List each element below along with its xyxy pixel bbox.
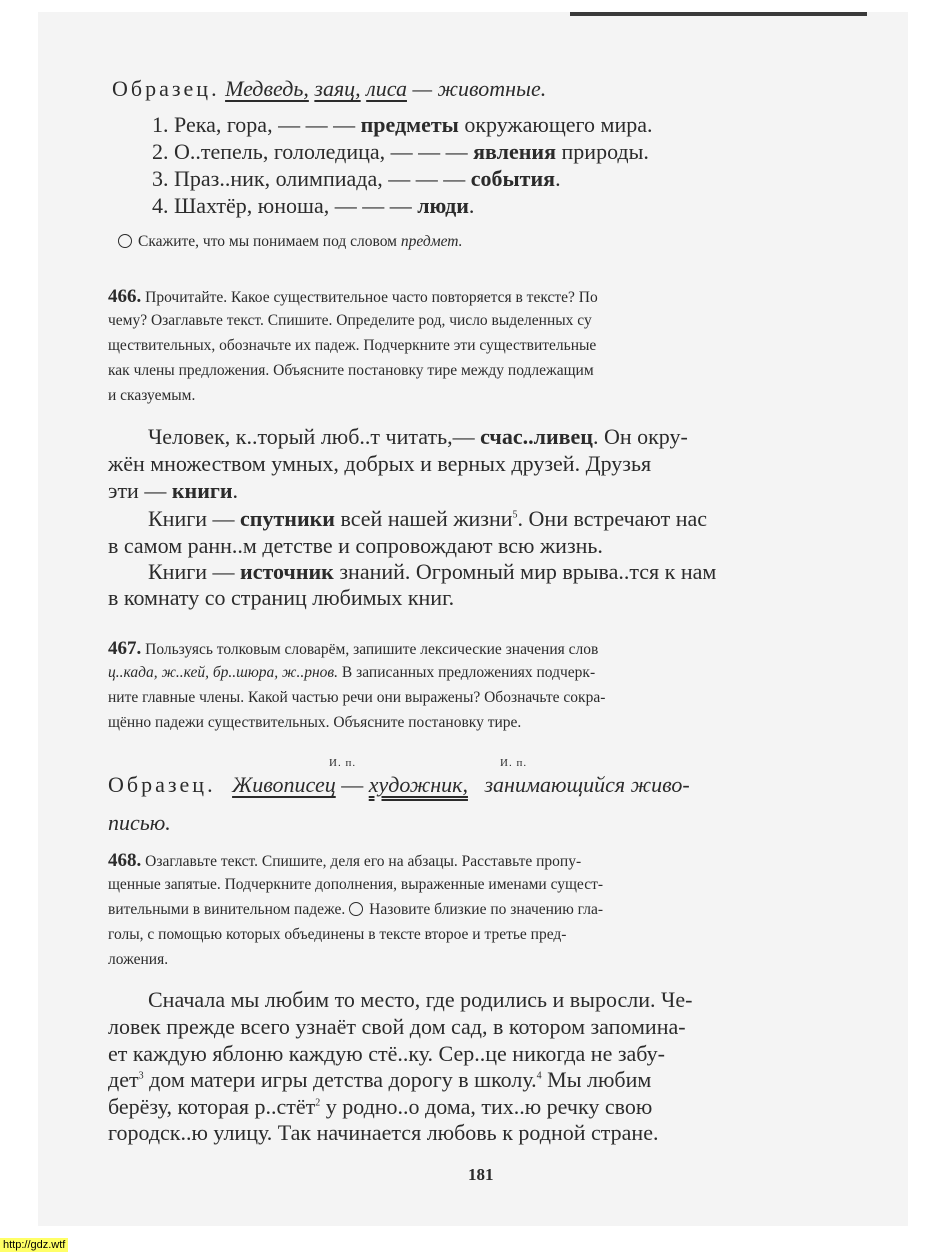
text-468-line: дет$^3$ дом матери игры детства дорогу в школу.$^4$ Мы любим xyxy=(108,1067,652,1092)
exercise-468-line: ложения. xyxy=(108,951,169,968)
oral-task-icon xyxy=(349,902,363,916)
exercise-466-line: как члены предложения. Объясните постановку тире между подлежащим xyxy=(108,362,594,379)
list-item: 2. О..тепель, гололедица, — — — явления природы. xyxy=(152,139,649,164)
watermark-link[interactable]: http://gdz.wtf xyxy=(0,1238,68,1252)
exercise-467-line: 467. Пользуясь толковым словарём, запишите лексические значения слов xyxy=(108,638,599,659)
exercise-468-line: вительными в винительном падеже. Назовите близкие по значению гла- xyxy=(108,901,604,918)
exercise-467-line: ните главные члены. Какой частью речи они выражены? Обозначьте сокра- xyxy=(108,689,606,706)
text-468-line: городск..ю улицу. Так начинается любовь к родной стране. xyxy=(108,1120,659,1145)
exercise-number: 468. xyxy=(108,850,142,871)
text-466-line: Человек, к..торый люб..т читать,— счас..ливец. Он окру- xyxy=(148,424,688,449)
example-467-continued: писью. xyxy=(108,810,171,835)
exercise-468-line: щенные запятые. Подчеркните дополнения, выраженные именами сущест- xyxy=(108,876,604,893)
exercise-466-line: и сказуемым. xyxy=(108,387,196,404)
text-466-line: Книги — источник знаний. Огромный мир врыва..тся к нам xyxy=(148,559,717,584)
case-label: И. п. xyxy=(500,757,528,769)
exercise-466-line: чему? Озаглавьте текст. Спишите. Определите род, число выделенных су xyxy=(108,312,592,329)
oral-task-icon xyxy=(118,234,132,248)
text-468-line: ет каждую яблоню каждую стё..ку. Сер..це никогда не забу- xyxy=(108,1041,665,1066)
text-468-line: берёзу, которая р..стёт$^2$ у родно..о дома, тих..ю речку свою xyxy=(108,1094,653,1119)
list-item: 4. Шахтёр, юноша, — — — люди. xyxy=(152,193,475,218)
text-468-line: Сначала мы любим то место, где родились и выросли. Че- xyxy=(148,987,693,1012)
exercise-466-line: ществительных, обозначьте их падеж. Подчеркните эти существительные xyxy=(108,337,597,354)
exercise-468-line: 468. Озаглавьте текст. Спишите, деля его на абзацы. Расставьте пропу- xyxy=(108,850,582,871)
exercise-467-line: ц..када, ж..кей, бр..шюра, ж..рнов. В записанных предложениях подчерк- xyxy=(108,664,596,681)
example-467: Образец. Живописец — художник, занимающийся живо- xyxy=(108,772,690,797)
list-item: 3. Праз..ник, олимпиада, — — — события. xyxy=(152,166,561,191)
page-number: 181 xyxy=(468,1165,494,1184)
text-466-line: в комнату со страниц любимых книг. xyxy=(108,585,455,610)
example-header: Образец. Медведь, заяц, лиса — животные. xyxy=(112,76,547,101)
text-466-line: Книги — спутники всей нашей жизни$^5$. Они встречают нас xyxy=(148,506,707,531)
scan-edge-bar xyxy=(570,12,867,16)
exercise-468-line: голы, с помощью которых объединены в тексте второе и третье пред- xyxy=(108,926,567,943)
exercise-number: 467. xyxy=(108,638,142,659)
exercise-467-line: щённо падежи существительных. Объясните постановку тире. xyxy=(108,714,522,731)
oral-question: Скажите, что мы понимаем под словом предмет. xyxy=(118,233,463,251)
list-item: 1. Река, гора, — — — предметы окружающего мира. xyxy=(152,112,653,137)
text-468-line: ловек прежде всего узнаёт свой дом сад, в котором запомина- xyxy=(108,1014,686,1039)
text-466-line: в самом ранн..м детстве и сопровождают всю жизнь. xyxy=(108,533,603,558)
text-466-line: жён множеством умных, добрых и верных друзей. Друзья xyxy=(108,451,652,476)
text-466-line: эти — книги. xyxy=(108,478,239,503)
exercise-number: 466. xyxy=(108,286,142,307)
case-label: И. п. xyxy=(329,757,357,769)
exercise-466-line: 466. Прочитайте. Какое существительное часто повторяется в тексте? По xyxy=(108,286,598,307)
